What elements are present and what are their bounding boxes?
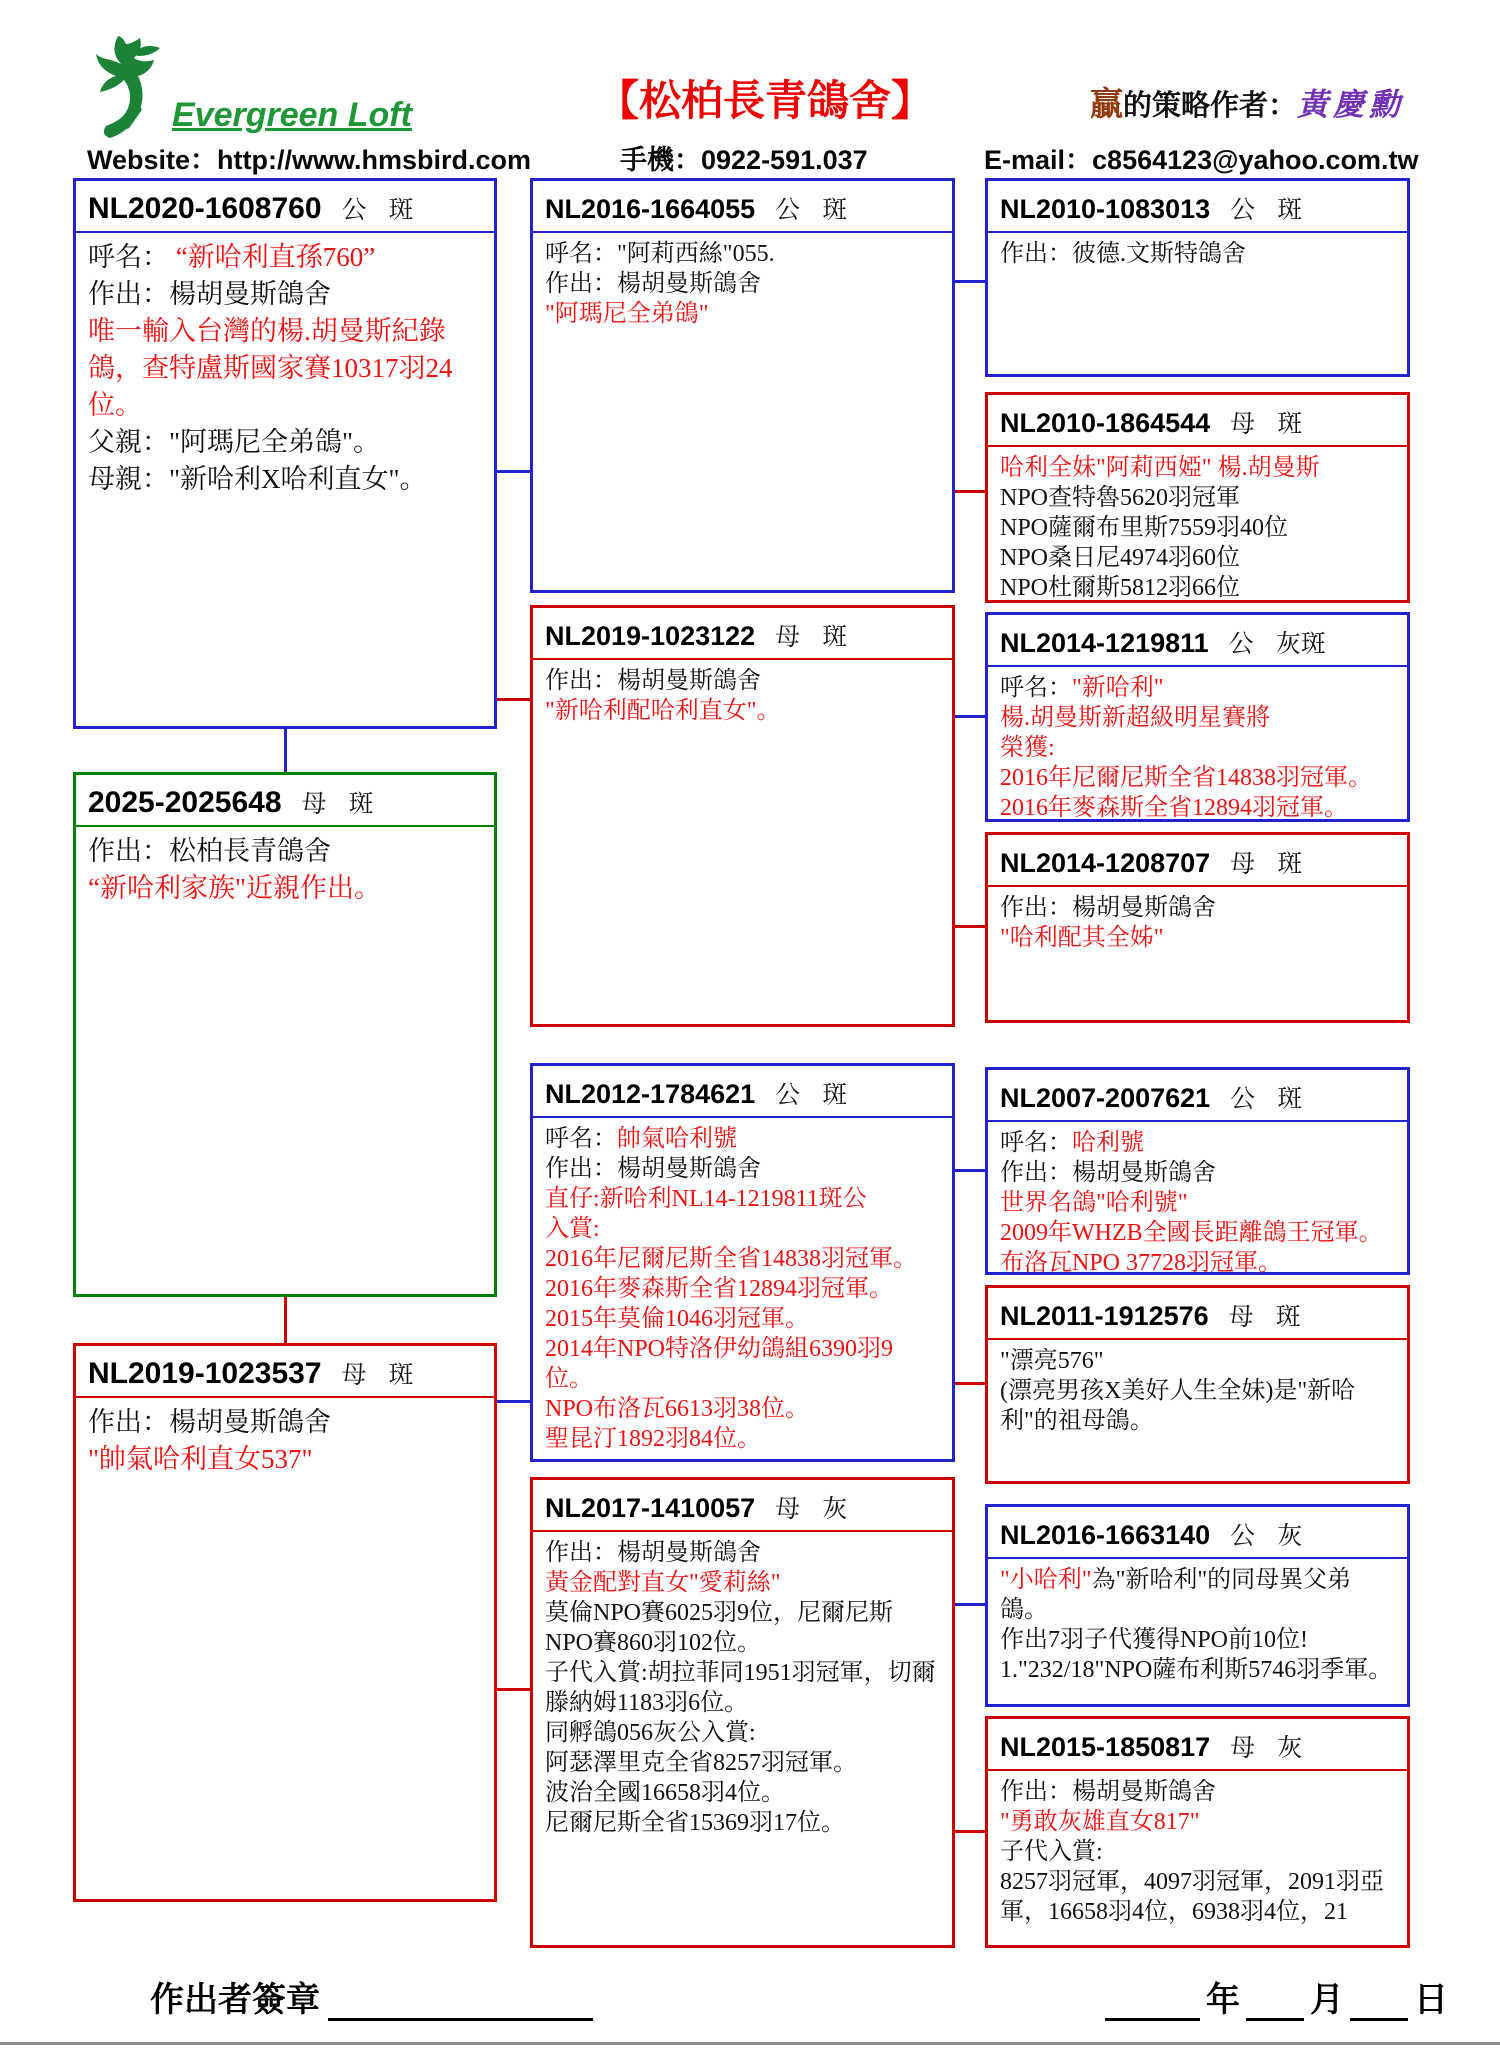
- plumage-label: 灰: [1277, 1735, 1303, 1762]
- pedigree-connector-line: [955, 280, 985, 283]
- pedigree-text-line: [545, 1658, 940, 1718]
- pedigree-text-line: [1000, 483, 1395, 513]
- box-body: [76, 1398, 494, 1482]
- loft-name-english: Evergreen Loft: [172, 96, 412, 134]
- sex-label: 母: [775, 1496, 801, 1523]
- email-value: c8564123@yahoo.com.tw: [1092, 145, 1419, 175]
- page-bottom-edge: [0, 2042, 1500, 2045]
- info-text: 為"新哈利"的同母異父弟鴿。: [1000, 1567, 1352, 1623]
- pedigree-box-L2: [73, 772, 497, 1297]
- pedigree-text-line: [545, 1124, 940, 1154]
- ring-number: NL2016-1664055: [545, 194, 756, 224]
- pedigree-text-line: [88, 461, 482, 498]
- pedigree-connector-line: [955, 1830, 985, 1833]
- pedigree-box-R2: [985, 392, 1410, 603]
- sex-label: 母: [1230, 1735, 1256, 1762]
- pedigree-connector-line: [497, 1400, 530, 1403]
- box-body: [76, 233, 494, 502]
- sex-label: 公: [1230, 1523, 1256, 1550]
- pedigree-text-line: [1000, 1625, 1395, 1655]
- plumage-label: 斑: [1277, 851, 1303, 878]
- info-text: NPO查特魯5620羽冠軍: [1000, 485, 1241, 511]
- highlight-text: 哈利號: [1072, 1130, 1144, 1156]
- pedigree-text-line: [545, 696, 940, 726]
- pedigree-box-L1: [73, 178, 497, 729]
- info-text: 呼名："阿莉西絲"055.: [545, 241, 775, 267]
- pedigree-box-M4: [530, 1477, 955, 1948]
- pedigree-connector-line: [955, 1603, 985, 1606]
- highlight-text: 直仔:新哈利NL14-1219811斑公: [545, 1186, 867, 1212]
- info-text: 1."232/18"NPO薩布利斯5746羽季軍。: [1000, 1657, 1393, 1683]
- pedigree-text-line: [1000, 1188, 1395, 1218]
- highlight-text: 2015年莫倫1046羽冠軍。: [545, 1306, 809, 1332]
- ring-number: NL2019-1023537: [88, 1357, 322, 1390]
- pedigree-text-line: [545, 1394, 940, 1424]
- box-body: [988, 1559, 1407, 1689]
- info-text: 作出：楊胡曼斯鴿舍: [545, 271, 761, 297]
- pedigree-text-line: [1000, 453, 1395, 483]
- page-title: 【松柏長青鴿舍】: [596, 77, 933, 124]
- box-title: [988, 181, 1407, 233]
- pedigree-text-line: [88, 424, 482, 461]
- email-line: [984, 138, 1419, 177]
- date-row: [1105, 1972, 1448, 2021]
- info-text: 尼爾尼斯全省15369羽17位。: [545, 1810, 845, 1836]
- plumage-label: 斑: [1277, 197, 1303, 224]
- pedigree-text-line: [88, 239, 482, 276]
- ring-number: NL2014-1208707: [1000, 848, 1211, 878]
- pedigree-text-line: [545, 1424, 940, 1454]
- box-title: [533, 608, 952, 660]
- sex-label: 公: [341, 197, 367, 224]
- highlight-text: NPO布洛瓦6613羽38位。: [545, 1396, 810, 1422]
- pedigree-connector-line: [284, 1297, 287, 1343]
- box-body: [988, 1122, 1407, 1282]
- highlight-text: 黃金配對直女"愛莉絲": [545, 1570, 781, 1596]
- pedigree-text-line: [1000, 1565, 1395, 1625]
- info-text: 作出7羽子代獲得NPO前10位!: [1000, 1627, 1309, 1653]
- box-title: [988, 1070, 1407, 1122]
- box-title: [988, 615, 1407, 667]
- box-body: [988, 667, 1407, 827]
- pedigree-text-line: [545, 1538, 940, 1568]
- ring-number: NL2010-1083013: [1000, 194, 1211, 224]
- sex-label: 公: [1228, 631, 1254, 658]
- pedigree-text-line: [1000, 673, 1395, 703]
- ring-number: NL2011-1912576: [1000, 1301, 1209, 1331]
- pedigree-text-line: [545, 1568, 940, 1598]
- sex-label: 母: [301, 791, 327, 818]
- pedigree-text-line: [1000, 923, 1395, 953]
- evergreen-loft-logo-pigeon-icon: [88, 34, 166, 140]
- box-title: [988, 395, 1407, 447]
- pedigree-text-line: [1000, 1867, 1395, 1927]
- pedigree-text-line: [88, 1441, 482, 1478]
- pedigree-box-M3: [530, 1063, 955, 1462]
- box-body: [533, 233, 952, 333]
- day-label: 日: [1414, 1981, 1448, 2019]
- plumage-label: 灰: [822, 1496, 848, 1523]
- breeder-signature-row: [150, 1972, 593, 2021]
- highlight-text: "小哈利": [1000, 1567, 1092, 1593]
- ring-number: NL2016-1663140: [1000, 1520, 1211, 1550]
- pedigree-connector-line: [497, 1688, 530, 1691]
- highlight-text: "勇敢灰雄直女817": [1000, 1809, 1200, 1835]
- pedigree-text-line: [545, 666, 940, 696]
- day-blank: [1350, 1984, 1408, 2021]
- plumage-label: 灰: [1277, 1523, 1303, 1550]
- sex-label: 母: [1228, 1304, 1254, 1331]
- info-text: 呼名：: [88, 242, 176, 272]
- info-text: 作出：楊胡曼斯鴿舍: [1000, 1779, 1216, 1805]
- sex-label: 母: [1230, 411, 1256, 438]
- pedigree-box-M1: [530, 178, 955, 593]
- pedigree-text-line: [1000, 513, 1395, 543]
- pedigree-connector-line: [955, 925, 985, 928]
- ring-number: NL2007-2007621: [1000, 1083, 1211, 1113]
- plumage-label: 斑: [822, 197, 848, 224]
- sex-label: 母: [1230, 851, 1256, 878]
- ring-number: NL2012-1784621: [545, 1079, 756, 1109]
- author-line: [1090, 78, 1405, 125]
- highlight-text: "帥氣哈利直女537": [88, 1444, 313, 1474]
- pedigree-text-line: [545, 1184, 940, 1214]
- pedigree-connector-line: [955, 715, 985, 718]
- phone-line: [620, 138, 868, 177]
- website-line: [87, 138, 531, 177]
- sex-label: 公: [1230, 197, 1256, 224]
- box-body: [988, 233, 1407, 273]
- pedigree-text-line: [545, 239, 940, 269]
- phone-label: 手機：: [620, 145, 701, 175]
- box-title: [988, 1288, 1407, 1340]
- signature-label: 作出者簽章: [150, 1981, 320, 2019]
- pedigree-text-line: [1000, 1218, 1395, 1248]
- month-blank: [1246, 1984, 1304, 2021]
- pedigree-box-R7: [985, 1504, 1410, 1707]
- info-text: 作出：松柏長青鴿舍: [88, 836, 331, 866]
- plumage-label: 灰斑: [1275, 631, 1326, 658]
- box-title: [76, 1346, 494, 1398]
- info-text: 母親："新哈利X哈利直女"。: [88, 464, 427, 494]
- pedigree-text-line: [545, 1154, 940, 1184]
- info-text: 作出：楊胡曼斯鴿舍: [1000, 1160, 1216, 1186]
- pedigree-text-line: [1000, 893, 1395, 923]
- highlight-text: 楊.胡曼斯新超級明星賽將: [1000, 705, 1270, 731]
- ring-number: NL2014-1219811: [1000, 628, 1209, 658]
- info-text: 作出：楊胡曼斯鴿舍: [88, 1407, 331, 1437]
- pedigree-text-line: [1000, 763, 1395, 793]
- info-text: 呼名：: [1000, 1130, 1072, 1156]
- info-text: 8257羽冠軍，4097羽冠軍，2091羽亞軍，16658羽4位，6938羽4位，21: [1000, 1869, 1384, 1925]
- info-text: "漂亮576": [1000, 1348, 1104, 1374]
- highlight-text: 榮獲:: [1000, 735, 1055, 761]
- box-body: [76, 827, 494, 911]
- author-prefix: 贏: [1090, 85, 1123, 122]
- plumage-label: 斑: [348, 791, 374, 818]
- pedigree-box-R6: [985, 1285, 1410, 1484]
- pedigree-text-line: [1000, 1346, 1395, 1376]
- pedigree-text-line: [88, 276, 482, 313]
- pedigree-text-line: [1000, 1837, 1395, 1867]
- plumage-label: 斑: [1277, 1086, 1303, 1113]
- pedigree-text-line: [1000, 1655, 1395, 1685]
- highlight-text: 聖昆汀1892羽84位。: [545, 1426, 761, 1452]
- pedigree-text-line: [1000, 1158, 1395, 1188]
- box-title: [533, 1480, 952, 1532]
- website-label: Website：: [87, 145, 218, 175]
- pedigree-text-line: [1000, 239, 1395, 269]
- highlight-text: “新哈利家族"近親作出。: [88, 873, 382, 903]
- box-body: [988, 1340, 1407, 1440]
- author-label: 的策略作者：: [1123, 90, 1298, 122]
- plumage-label: 斑: [1277, 411, 1303, 438]
- highlight-text: 入賞:: [545, 1216, 600, 1242]
- info-text: 作出：彼德.文斯特鴿舍: [1000, 241, 1246, 267]
- highlight-text: 世界名鴿"哈利號": [1000, 1190, 1188, 1216]
- pedigree-text-line: [545, 1748, 940, 1778]
- info-text: 呼名：: [545, 1126, 617, 1152]
- highlight-text: 2016年尼爾尼斯全省14838羽冠軍。: [545, 1246, 917, 1272]
- email-label: E-mail：: [984, 145, 1093, 175]
- pedigree-text-line: [545, 1334, 940, 1394]
- pedigree-box-R4: [985, 832, 1410, 1023]
- pedigree-text-line: [1000, 733, 1395, 763]
- pedigree-text-line: [545, 1244, 940, 1274]
- info-text: 阿瑟澤里克全省8257羽冠軍。: [545, 1750, 857, 1776]
- plumage-label: 斑: [388, 197, 414, 224]
- plumage-label: 斑: [1275, 1304, 1301, 1331]
- pedigree-text-line: [545, 1808, 940, 1838]
- pedigree-text-line: [1000, 1807, 1395, 1837]
- pedigree-text-line: [1000, 573, 1395, 603]
- pedigree-text-line: [1000, 1248, 1395, 1278]
- sex-label: 公: [775, 1082, 801, 1109]
- box-body: [533, 660, 952, 730]
- highlight-text: 2016年尼爾尼斯全省14838羽冠軍。: [1000, 765, 1372, 791]
- pedigree-box-L3: [73, 1343, 497, 1902]
- info-text: NPO桑日尼4974羽60位: [1000, 545, 1241, 571]
- pedigree-text-line: [88, 833, 482, 870]
- highlight-text: "哈利配其全姊": [1000, 925, 1164, 951]
- box-body: [533, 1118, 952, 1458]
- box-title: [988, 1507, 1407, 1559]
- year-blank: [1105, 1984, 1200, 2021]
- pedigree-text-line: [545, 269, 940, 299]
- ring-number: NL2017-1410057: [545, 1493, 756, 1523]
- pedigree-text-line: [1000, 543, 1395, 573]
- highlight-text: 唯一輸入台灣的楊.胡曼斯紀錄鴿，查特盧斯國家賽10317羽24位。: [88, 316, 453, 420]
- pedigree-text-line: [545, 1718, 940, 1748]
- info-text: 子代入賞:: [1000, 1839, 1103, 1865]
- box-title: [533, 181, 952, 233]
- sex-label: 母: [341, 1362, 367, 1389]
- author-name: 黃慶勳: [1297, 87, 1406, 122]
- signature-blank: [328, 1984, 593, 2021]
- info-text: 子代入賞:胡拉菲同1951羽冠軍，切爾滕納姆1183羽6位。: [545, 1660, 936, 1716]
- pedigree-text-line: [88, 1404, 482, 1441]
- pedigree-text-line: [1000, 1128, 1395, 1158]
- sex-label: 公: [775, 197, 801, 224]
- highlight-text: 帥氣哈利號: [617, 1126, 737, 1152]
- info-text: NPO杜爾斯5812羽66位: [1000, 575, 1241, 601]
- pedigree-text-line: [88, 313, 482, 424]
- info-text: 作出：楊胡曼斯鴿舍: [88, 279, 331, 309]
- info-text: 作出：楊胡曼斯鴿舍: [545, 668, 761, 694]
- pedigree-box-R5: [985, 1067, 1410, 1275]
- plumage-label: 斑: [388, 1362, 414, 1389]
- pedigree-connector-line: [955, 1169, 985, 1172]
- pedigree-box-R3: [985, 612, 1410, 822]
- highlight-text: "阿瑪尼全弟鴿": [545, 301, 709, 327]
- ring-number: NL2019-1023122: [545, 621, 756, 651]
- pedigree-text-line: [545, 1214, 940, 1244]
- ring-number: 2025-2025648: [88, 786, 282, 819]
- box-title: [76, 775, 494, 827]
- pedigree-text-line: [1000, 703, 1395, 733]
- box-body: [988, 1771, 1407, 1931]
- info-text: 作出：楊胡曼斯鴿舍: [1000, 895, 1216, 921]
- website-value: http://www.hmsbird.com: [217, 145, 532, 175]
- pedigree-connector-line: [955, 490, 985, 493]
- pedigree-text-line: [545, 1778, 940, 1808]
- box-body: [988, 447, 1407, 607]
- sex-label: 母: [775, 624, 801, 651]
- box-body: [533, 1532, 952, 1842]
- highlight-text: 2009年WHZB全國長距離鴿王冠軍。: [1000, 1220, 1383, 1246]
- info-text: 作出：楊胡曼斯鴿舍: [545, 1156, 761, 1182]
- ring-number: NL2010-1864544: [1000, 408, 1211, 438]
- highlight-text: "新哈利": [1072, 675, 1164, 701]
- highlight-text: 2014年NPO特洛伊幼鴿組6390羽9位。: [545, 1336, 894, 1392]
- highlight-text: 2016年麥森斯全省12894羽冠軍。: [545, 1276, 893, 1302]
- highlight-text: "新哈利配哈利直女"。: [545, 698, 781, 724]
- pedigree-box-R8: [985, 1716, 1410, 1948]
- ring-number: NL2015-1850817: [1000, 1732, 1211, 1762]
- box-title: [76, 181, 494, 233]
- pedigree-text-line: [1000, 1376, 1395, 1436]
- pedigree-connector-line: [284, 729, 287, 772]
- box-title: [533, 1066, 952, 1118]
- pedigree-connector-line: [497, 470, 530, 473]
- highlight-text: 哈利全妹"阿莉西婭" 楊.胡曼斯: [1000, 455, 1320, 481]
- month-label: 月: [1310, 1981, 1344, 2019]
- highlight-text: 2016年麥森斯全省12894羽冠軍。: [1000, 795, 1348, 821]
- pedigree-text-line: [1000, 1777, 1395, 1807]
- pedigree-text-line: [545, 299, 940, 329]
- pedigree-text-line: [545, 1274, 940, 1304]
- ring-number: NL2020-1608760: [88, 192, 322, 225]
- sex-label: 公: [1230, 1086, 1256, 1113]
- pedigree-text-line: [88, 870, 482, 907]
- phone-value: 0922-591.037: [701, 145, 868, 175]
- info-text: 莫倫NPO賽6025羽9位，尼爾尼斯NPO賽860羽102位。: [545, 1600, 894, 1656]
- pedigree-text-line: [545, 1304, 940, 1334]
- pedigree-box-M2: [530, 605, 955, 1027]
- box-title: [988, 835, 1407, 887]
- info-text: 呼名：: [1000, 675, 1072, 701]
- box-title: [988, 1719, 1407, 1771]
- pedigree-connector-line: [955, 1382, 985, 1385]
- pedigree-box-R1: [985, 178, 1410, 377]
- year-label: 年: [1206, 1981, 1240, 2019]
- info-text: NPO薩爾布里斯7559羽40位: [1000, 515, 1289, 541]
- pedigree-text-line: [545, 1598, 940, 1658]
- box-body: [988, 887, 1407, 957]
- plumage-label: 斑: [822, 1082, 848, 1109]
- info-text: 同孵鴿056灰公入賞:: [545, 1720, 756, 1746]
- info-text: 作出：楊胡曼斯鴿舍: [545, 1540, 761, 1566]
- plumage-label: 斑: [822, 624, 848, 651]
- pedigree-text-line: [1000, 793, 1395, 823]
- info-text: 波治全國16658羽4位。: [545, 1780, 785, 1806]
- info-text: 父親："阿瑪尼全弟鴿"。: [88, 427, 381, 457]
- pedigree-connector-line: [497, 698, 530, 701]
- highlight-text: “新哈利直孫760”: [175, 242, 376, 272]
- info-text: (漂亮男孩X美好人生全妹)是"新哈利"的祖母鴿。: [1000, 1378, 1356, 1434]
- highlight-text: 布洛瓦NPO 37728羽冠軍。: [1000, 1250, 1283, 1276]
